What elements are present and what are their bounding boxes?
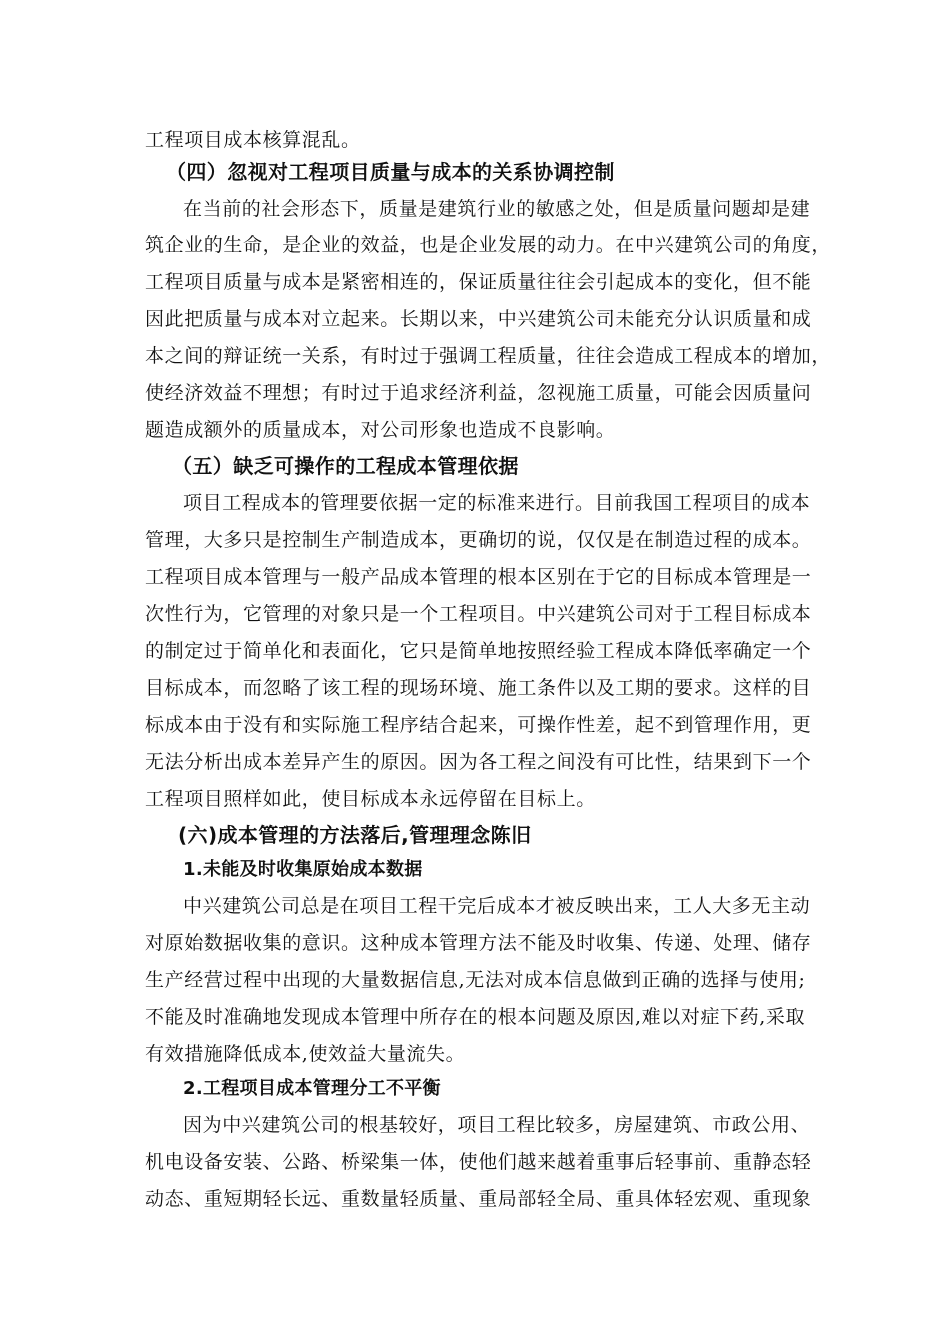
paragraph-line: 在当前的社会形态下，质量是建筑行业的敏感之处，但是质量问题却是建 bbox=[183, 198, 811, 220]
paragraph-line: 使经济效益不理想；有时过于追求经济利益，忽视施工质量，可能会因质量问 bbox=[145, 382, 812, 404]
paragraph-line: 工程项目质量与成本是紧密相连的，保证质量往往会引起成本的变化，但不能 bbox=[145, 271, 812, 293]
section-heading-5: （五）缺乏可操作的工程成本管理依据 bbox=[172, 454, 519, 478]
paragraph-line: 次性行为，它管理的对象只是一个工程项目。中兴建筑公司对于工程目标成本 bbox=[145, 603, 812, 625]
subsection-heading-1: 1.未能及时收集原始成本数据 bbox=[183, 859, 423, 880]
paragraph-line: 生产经营过程中出现的大量数据信息,无法对成本信息做到正确的选择与使用; bbox=[145, 969, 806, 991]
paragraph-line: 项目工程成本的管理要依据一定的标准来进行。目前我国工程项目的成本 bbox=[183, 492, 811, 514]
paragraph-line: 无法分析出成本差异产生的原因。因为各工程之间没有可比性，结果到下一个 bbox=[145, 751, 812, 773]
paragraph-line: 工程项目成本核算混乱。 bbox=[145, 129, 361, 151]
paragraph-line: 目标成本，而忽略了该工程的现场环境、施工条件以及工期的要求。这样的目 bbox=[145, 677, 812, 699]
paragraph-line: 动态、重短期轻长远、重数量轻质量、重局部轻全局、重具体轻宏观、重现象 bbox=[145, 1188, 812, 1210]
paragraph-line: 工程项目照样如此，使目标成本永远停留在目标上。 bbox=[145, 788, 596, 810]
section-heading-4: （四）忽视对工程项目质量与成本的关系协调控制 bbox=[166, 160, 615, 184]
paragraph-line: 标成本由于没有和实际施工程序结合起来，可操作性差，起不到管理作用，更 bbox=[145, 714, 812, 736]
paragraph-line: 有效措施降低成本,使效益大量流失。 bbox=[145, 1043, 466, 1065]
paragraph-line: 因为中兴建筑公司的根基较好，项目工程比较多，房屋建筑、市政公用、 bbox=[183, 1114, 811, 1136]
paragraph-line: 对原始数据收集的意识。这种成本管理方法不能及时收集、传递、处理、储存 bbox=[145, 932, 812, 954]
paragraph-line: 中兴建筑公司总是在项目工程干完后成本才被反映出来，工人大多无主动 bbox=[183, 895, 811, 917]
paragraph-line: 的制定过于简单化和表面化，它只是简单地按照经验工程成本降低率确定一个 bbox=[145, 640, 812, 662]
paragraph-line: 因此把质量与成本对立起来。长期以来，中兴建筑公司未能充分认识质量和成 bbox=[145, 308, 812, 330]
paragraph-line: 题造成额外的质量成本，对公司形象也造成不良影响。 bbox=[145, 419, 616, 441]
paragraph-line: 工程项目成本管理与一般产品成本管理的根本区别在于它的目标成本管理是一 bbox=[145, 566, 812, 588]
paragraph-line: 机电设备安装、公路、桥梁集一体，使他们越来越着重事后轻事前、重静态轻 bbox=[145, 1151, 812, 1173]
paragraph-line: 筑企业的生命，是企业的效益，也是企业发展的动力。在中兴建筑公司的角度， bbox=[145, 234, 832, 256]
paragraph-line: 本之间的辩证统一关系，有时过于强调工程质量，往往会造成工程成本的增加， bbox=[145, 345, 832, 367]
subsection-heading-2: 2.工程项目成本管理分工不平衡 bbox=[183, 1078, 441, 1099]
paragraph-line: 管理，大多只是控制生产制造成本，更确切的说，仅仅是在制造过程的成本。 bbox=[145, 529, 812, 551]
section-heading-6: (六)成本管理的方法落后,管理理念陈旧 bbox=[178, 823, 532, 847]
paragraph-line: 不能及时准确地发现成本管理中所存在的根本问题及原因,难以对症下药,采取 bbox=[145, 1006, 806, 1028]
